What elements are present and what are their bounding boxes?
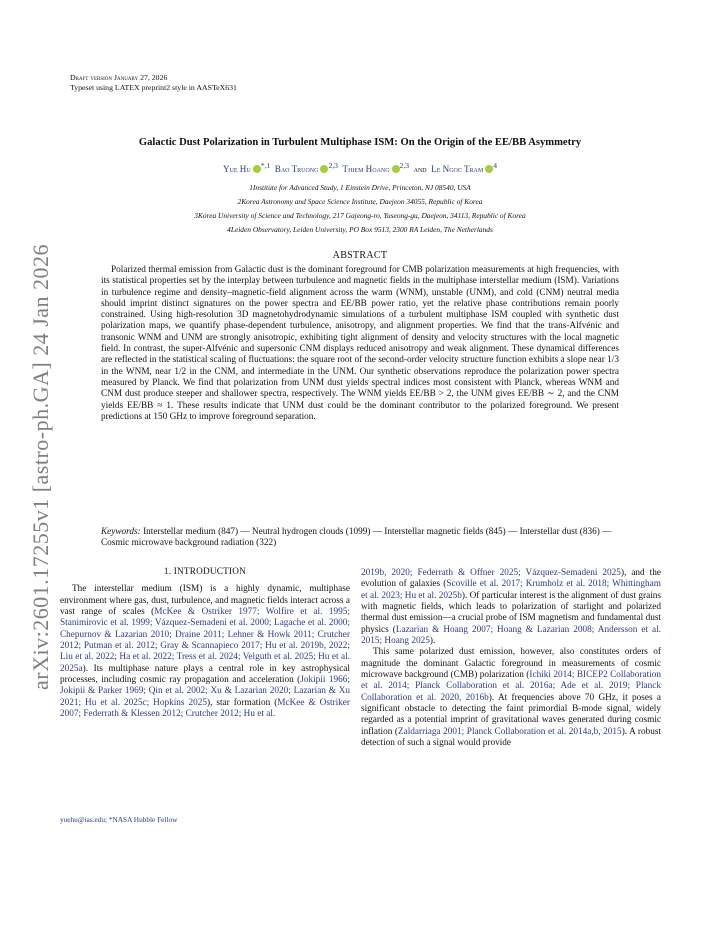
intro-paragraph-1 xyxy=(60,584,350,720)
citation-link[interactable]: McKee & Ostriker 1977; Wolfire et al. 1995; Stanimirovic et al. 1999; Vázquez-Semadeni et al. 2000; Lagache et al. 2000; Chepurnov & Lazarian 2010; Draine 2011; Lehner & Howk 2011; Crutcher 2012; Putman et al. 2012; Gray & Scannapieco 2017; Hu et al. 2019b, 2022; Liu et al. 2022; Ha et al. 2022; Tress et al. 2024; Velguth et al. 2025; Hu et al. 2025a xyxy=(60,607,350,674)
body-text: ). A robust detection of such a signal would provide xyxy=(361,726,661,749)
author-superscript: 2,3 xyxy=(328,161,338,170)
orcid-icon[interactable] xyxy=(253,165,261,173)
intro-paragraph-2 xyxy=(361,647,661,749)
body-text: ). Of particular interest is the alignment of dust grains with magnetic fields, which leads to polarization of starlight and polarized thermal dust emission—a crucial probe of ISM magnetism and fundamental dust physics ( xyxy=(361,590,661,635)
citation-link[interactable]: Zaldarriaga 2001; Planck Collaboration et al. 2014a,b, 2015 xyxy=(397,726,622,737)
affiliation: 3Korea University of Science and Technology, 217 Gajeong-ro, Yuseong-gu, Daejeon, 34113, Republic of Korea xyxy=(194,211,526,220)
draft-version-line: Draft version January 27, 2026 xyxy=(70,73,168,82)
author-conjunction: and xyxy=(413,164,427,175)
abstract-heading: ABSTRACT xyxy=(332,250,388,261)
paper-title: Galactic Dust Polarization in Turbulent Multiphase ISM: On the Origin of the EE/BB Asymmetry xyxy=(138,137,582,148)
keywords-block xyxy=(101,527,619,550)
citation-link[interactable]: Ichiki 2014; BICEP2 Collaboration et al. 2014; Planck Collaboration et al. 2016a; Ade et al. 2019; Planck Collaboration et al. 2020, 2016b xyxy=(361,670,661,703)
author-name[interactable]: Thiem Hoang xyxy=(342,164,390,175)
arxiv-id-text: arXiv:2601.17255v1 [astro-ph.GA] 24 Jan 2026 xyxy=(28,243,53,690)
arxiv-identifier-stamp xyxy=(8,230,53,690)
body-text: ). xyxy=(429,636,436,647)
body-text: ), and the evolution of galaxies ( xyxy=(361,568,661,590)
author-name[interactable]: Le Ngoc Tram xyxy=(431,164,484,175)
right-column xyxy=(361,568,661,750)
orcid-icon[interactable] xyxy=(392,165,400,173)
citation-link[interactable]: McKee & Ostriker 2007; Federrath & Klessen 2012; Crutcher 2012; Hu et al. xyxy=(60,697,350,720)
abstract-body: Polarized thermal emission from Galactic dust is the dominant foreground for CMB polarization measurements at high frequencies, with its statistical properties set by the interplay between turbulence and magnetic fields in the multiphase interstellar medium (ISM). Variations in turbulence regime and density–magnetic-field alignment across the warm (WNM), unstable (UNM), and cold (CNM) neutral media should imprint distinct signatures on the power spectra and EE/BB power ratio, yet the relative phase contributions remain poorly constrained. Using high-resolution 3D magnetohydrodynamic simulations of a turbulent multiphase ISM coupled with synthetic dust polarization maps, we quantify phase-dependent turbulence, anisotropy, and alignment properties. We find that the trans-Alfvénic and transonic WNM and UNM are strongly anisotropic, exhibiting tight alignment of density and velocity structures with the local magnetic field. In contrast, the super-Alfvénic and supersonic CNM displays reduced anisotropy and weak alignment. These dynamical differences are reflected in the statistical scaling of fluctuations: the square root of the second-order velocity structure function exhibits a slope near 1/3 in the WNM, near 1/2 in the CNM, and intermediate in the UNM. Our synthetic observations reproduce the polarization power spectra measured by Planck. We find that polarization from UNM dust yields spectral indices most consistent with Planck, whereas WNM and CNM dust produce steeper and shallower spectra, respectively. The WNM yields EE/BB > 2, the UNM gives EE/BB ∼ 2, and the CNM yields EE/BB ≈ 1. These results indicate that UNM dust could be the dominant contributor to the polarized foreground. We present predictions at 150 GHz to improve foreground separation. xyxy=(101,265,619,422)
typeset-line: Typeset using LATEX preprint2 style in AASTeX631 xyxy=(70,83,237,92)
keywords-list: Interstellar medium (847) — Neutral hydrogen clouds (1099) — Interstellar magnetic fields (845) — Interstellar dust (836) — Cosmic microwave background radiation (322) xyxy=(101,527,612,549)
keywords-label: Keywords: xyxy=(101,527,141,537)
author-name[interactable]: Yue Hu xyxy=(222,164,251,175)
affiliation: 4Leiden Observatory, Leiden University, PO Box 9513, 2300 RA Leiden, The Netherlands xyxy=(227,225,493,234)
affiliation: 2Korea Astronomy and Space Science Institute, Daejeon 34055, Republic of Korea xyxy=(237,197,483,206)
citation-link[interactable]: Scoville et al. 2017; Krumholz et al. 2018; Whittingham et al. 2023; Hu et al. 2025b xyxy=(361,579,661,601)
left-column xyxy=(60,567,350,720)
author-name[interactable]: Bao Truong xyxy=(274,164,319,175)
citation-link[interactable]: Jokipii 1966; Jokipii & Parker 1969; Qin et al. 2002; Xu & Lazarian 2020; Lazarian & Xu 2021; Hu et al. 2025c; Hopkins 2025 xyxy=(60,675,350,708)
author-footnote[interactable]: yuehu@ias.edu; *NASA Hubble Fellow xyxy=(60,815,178,824)
author-superscript: 4 xyxy=(493,161,498,170)
body-text: ), star formation ( xyxy=(207,697,278,708)
intro-paragraph-1-continued xyxy=(361,568,661,647)
author-list xyxy=(60,161,660,174)
body-text: ). At frequencies above 70 GHz, it poses a significant obstacle to detecting the faint primordial B-mode signal, widely regarded as a potential imprint of gravitational waves generated during cosmic inflation ( xyxy=(361,692,661,737)
citation-link[interactable]: 2019b, 2020; Federrath & Offner 2025; Vázquez-Semadeni 2025 xyxy=(361,568,621,578)
section-title-introduction: 1. INTRODUCTION xyxy=(163,567,247,577)
body-text: This same polarized dust emission, however, also constitutes orders of magnitude the dominant Galactic foreground in measurements of cosmic microwave background (CMB) polarization ( xyxy=(361,647,661,681)
citation-link[interactable]: Lazarian & Hoang 2007; Hoang & Lazarian 2008; Andersson et al. 2015; Hoang 2025 xyxy=(361,624,661,647)
affiliation: 1Institute for Advanced Study, 1 Einstein Drive, Princeton, NJ 08540, USA xyxy=(249,183,471,192)
author-superscript: 2,3 xyxy=(399,161,410,170)
author-superscript: *,1 xyxy=(260,161,271,170)
body-text: ). Its multiphase nature plays a central role in key astrophysical processes, including cosmic ray propagation and acceleration ( xyxy=(60,663,350,686)
body-text: The interstellar medium (ISM) is a highly dynamic, multiphase environment where gas, dust, turbulence, and magnetic fields interact across a vast range of scales ( xyxy=(60,584,350,618)
